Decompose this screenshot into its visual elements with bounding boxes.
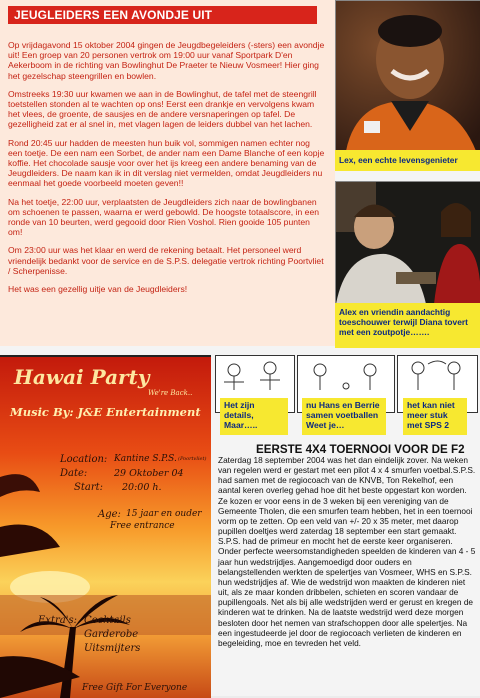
location-value: Kantine S.P.S. bbox=[114, 454, 177, 464]
poster-footer: Free Gift For Everyone bbox=[82, 683, 188, 693]
date-value: 29 Oktober 04 bbox=[114, 468, 184, 479]
poster-music: Music By: J&E Entertainment bbox=[10, 405, 201, 419]
article-headline: JEUGLEIDERS EEN AVONDJE UIT bbox=[8, 6, 317, 24]
paragraph: Rond 20:45 uur hadden de meesten hun buik vol, sommigen namen echter nog een toetje. De een nam een Sorbet, de ander nam een Dame Blanche of een kopje koffie. Het chocolade sausje voor over het ijs kreeg een andere benaming van de Jeugdleiders. De naam kan ik in dit verslag niet vermelden, omdat Jeugdleiders nu eenmaal het goede voorbeeld moeten geven!! bbox=[8, 137, 325, 189]
start-value: 20:00 h. bbox=[122, 482, 162, 493]
entrance: Free entrance bbox=[110, 521, 175, 531]
poster-subtitle: We're Back.. bbox=[148, 389, 193, 397]
hawai-party-poster bbox=[0, 355, 211, 698]
photo-alex-diana bbox=[335, 181, 480, 305]
article-headline: EERSTE 4X4 TOERNOOI VOOR DE F2 bbox=[256, 443, 465, 456]
extra-item: Uitsmijters bbox=[84, 643, 141, 654]
extra-item: Garderobe bbox=[84, 629, 139, 640]
age-label: Age: bbox=[98, 509, 121, 520]
comic-caption: nu Hans en Berrie samen voetballen Weet je… bbox=[302, 398, 386, 435]
paragraph: Op vrijdagavond 15 oktober 2004 gingen de Jeugdbegeleiders (-sters) een avondje uit! Een groep van 20 personen vertrok om 19:00 uur vanaf Sportpark D'en Aekerboom in de richting van Bowlinghut De Praeter te Nieuw Vosmeer! Hier ging het gezelschap steengrillen en bowlen. bbox=[8, 40, 325, 81]
extras-label: Extra's: bbox=[38, 615, 77, 626]
date-label: Date: bbox=[60, 468, 88, 479]
article-body bbox=[8, 40, 326, 302]
article-body: Zaterdag 18 september 2004 was het dan eindelijk zover. Na weken van regelen werd er gestart met een pilot 4 x 4 smurfen voetbal.S.P.S. had samen met de regiocoach van de KNVB, Ton Rekelhof, een aantal keren overleg gehad hoe dit het beste opgestart kon worden. Ze kozen er voor eens in de 3 weken bij een vereniging van de Gemeente Tholen, die een smurfen team hebben, het in een toernooi vorm op te zetten. Op een veld van +/- 20 x 35 meter, met daarop pupillen doeltjes werd zaterdag 18 september een start gemaakt. S.P.S. had de primeur en mocht het de eerste keer organiseren. Onder perfecte weersomstandigheden speelden de kinderen van 4 - 5 jaar hun wedstrijdjes. Aangemoedigd door ouders en belangstellenden werkten de spelertjes van Vosmeer, WHS en S.P.S. hun wedstrijdjes af. Wie de wedstrijd won maakten de kinderen niet uit, als ze maar konden dribbelen, schieten en scoren vandaar de pupillengoals. Net als bij alle wedstrijden werd er gerust en kregen de kinderen wat te drinken. Na de laatste wedstrijd werd deze morgen besloten door het nemen van strafschoppen door alle spelertjes. Na een ingestudeerde jel door de regiocoach verlieten de kinderen en begeleiding, moe en tevreden het veld. bbox=[218, 455, 476, 648]
location-note: (Poortvliet) bbox=[178, 456, 207, 462]
paragraph: Omstreeks 19:30 uur kwamen we aan in de Bowlinghut, de tafel met de steengrill toetstellen stonden al te wachten op ons! Eerst een drankje en vervolgens kwam het vlees, de groente, de sausjes en de andere versnaperingen op tafel. De gezelligheid zat er al snel in, met vlagen lagen de leiders dubbel van het lachen. bbox=[8, 88, 317, 130]
photo-caption: Lex, een echte levensgenieter bbox=[335, 150, 480, 171]
poster-title: Hawai Party bbox=[14, 365, 150, 389]
comic-caption: het kan niet meer stuk met SPS 2 bbox=[403, 398, 467, 435]
article-jeugleiders bbox=[0, 0, 335, 346]
paragraph: Om 23:00 uur was het klaar en werd de rekening betaalt. Het personeel werd vriendelijk bedankt voor de service en de S.P.S. delegatie vertrok richting Poortvliet / Scherpenisse. bbox=[8, 245, 324, 276]
start-label: Start: bbox=[74, 482, 103, 493]
comic-caption: Het zijn details, Maar….. bbox=[220, 398, 288, 435]
extra-item: Cocktails bbox=[84, 615, 131, 626]
paragraph: Na het toetje, 22:00 uur, verplaatsten de Jeugdleiders zich naar de bowlingbanen om schoenen te passen, waarna er werd gebowld. De hoogste totaalscore, in een ronde van 10 beurten, werd gegooid door Rien Voshol. Rien gooide 105 punten om! bbox=[8, 196, 319, 238]
photo-lex bbox=[335, 0, 480, 152]
location-label: Location: bbox=[60, 454, 108, 465]
age-value: 15 jaar en ouder bbox=[126, 509, 202, 519]
paragraph: Het was een gezellig uitje van de Jeugdleiders! bbox=[8, 284, 188, 295]
photo-caption: Alex en vriendin aandachtig toeschouwer terwijl Diana tovert met een zoutpotje……. bbox=[335, 303, 480, 348]
